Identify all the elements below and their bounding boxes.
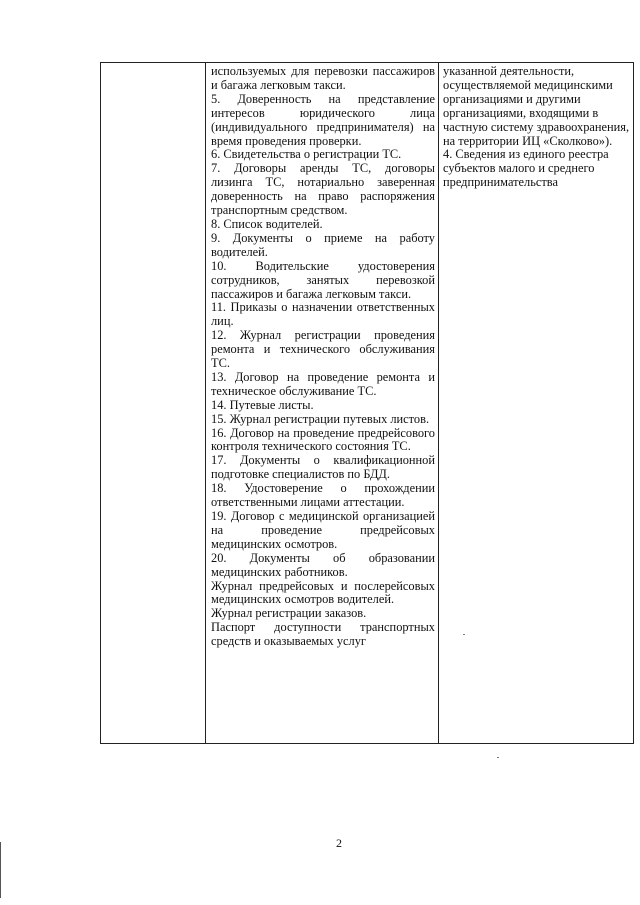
list-item: 14. Путевые листы. <box>211 397 314 412</box>
document-table <box>100 62 634 744</box>
list-item: 5. Доверенность на представление интересов юридического лица (индивидуального предпринимателя) на время проведения проверки. <box>211 91 435 148</box>
page-number: 2 <box>336 836 342 850</box>
list-item: 16. Договор на проведение предрейсового контроля технического состояния ТС. <box>211 425 435 454</box>
list-item: 17. Документы о квалификационной подготовке специалистов по БДД. <box>211 453 435 482</box>
list-item: 7. Договоры аренды ТС, договоры лизинга ТС, нотариально заверенная доверенность на право распоряжения транспортным средством. <box>211 161 435 218</box>
list-item: 9. Документы о приеме на работу водителей. <box>211 230 435 259</box>
sources-column <box>443 65 631 190</box>
list-item: Журнал регистрации заказов. <box>211 606 367 621</box>
column-divider <box>205 63 206 743</box>
list-item: Журнал предрейсовых и послерейсовых медицинских осмотров водителей. <box>211 578 435 607</box>
list-item: 13. Договор на проведение ремонта и техническое обслуживание ТС. <box>211 369 435 398</box>
scan-speck <box>463 634 465 635</box>
list-item: 4. Сведения из единого реестра субъектов малого и среднего предпринимательства <box>443 147 609 190</box>
scan-speck <box>497 757 499 758</box>
column-divider <box>438 63 439 743</box>
list-item: 8. Список водителей. <box>211 216 323 231</box>
scan-edge-mark <box>0 842 1 898</box>
list-item: 18. Удостоверение о прохождении ответственными лицами аттестации. <box>211 481 435 510</box>
list-item: 10. Водительские удостоверения сотрудников, занятых перевозкой пассажиров и багажа легковым такси. <box>211 258 435 301</box>
list-item: Паспорт доступности транспортных средств и оказываемых услуг <box>211 620 435 649</box>
list-item: 6. Свидетельства о регистрации ТС. <box>211 147 402 162</box>
list-item: указанной деятельности, осуществляемой медицинскими организациями и другими организациями, входящими в частную систему здравоохранения, на территории ИЦ «Сколково»). <box>443 64 630 148</box>
list-item: 15. Журнал регистрации путевых листов. <box>211 411 430 426</box>
list-item: 20. Документы об образовании медицинских работников. <box>211 550 435 579</box>
documents-list-column <box>211 65 435 649</box>
list-item: 19. Договор с медицинской организацией на проведение предрейсовых медицинских осмотров. <box>211 509 435 551</box>
list-item: используемых для перевозки пассажиров и багажа легковым такси. <box>211 64 435 92</box>
list-item: 11. Приказы о назначении ответственных лиц. <box>211 300 435 329</box>
list-item: 12. Журнал регистрации проведения ремонта и технического обслуживания ТС. <box>211 328 435 371</box>
